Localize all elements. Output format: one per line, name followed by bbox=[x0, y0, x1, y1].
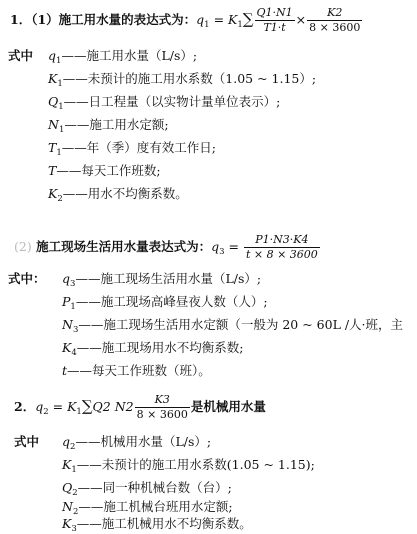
section-1-def bbox=[48, 46, 197, 66]
def-text: ——未预计的施工用水系数（1.05 ~ 1.15）; bbox=[62, 71, 317, 86]
def-symbol: q bbox=[62, 434, 71, 449]
def-text: ——施工用水量（L/s）; bbox=[61, 48, 198, 63]
section-1-def bbox=[48, 161, 161, 181]
section-2-def bbox=[62, 292, 268, 312]
section-1-def bbox=[48, 92, 280, 112]
def-symbol: K bbox=[48, 71, 58, 86]
formula-2-fraction bbox=[244, 233, 320, 262]
def-symbol: T bbox=[48, 163, 57, 178]
formula-3-frac-den: 8 × 3600 bbox=[136, 408, 188, 421]
def-symbol-sub: 2 bbox=[72, 488, 78, 498]
formula-1-sigma: ∑ bbox=[242, 10, 254, 28]
formula-3-fraction bbox=[135, 393, 190, 422]
def-symbol-sub: 3 bbox=[71, 524, 77, 534]
def-symbol: N bbox=[48, 117, 59, 132]
def-symbol-sub: 1 bbox=[71, 465, 77, 475]
section-1-def bbox=[48, 115, 169, 135]
def-symbol-sub: 2 bbox=[72, 507, 79, 517]
formula-3-k1: K bbox=[67, 399, 77, 414]
formula-1-fraction-1 bbox=[255, 6, 295, 35]
section-1-shizhong: 式中 bbox=[8, 48, 34, 63]
formula-1-lhs: q bbox=[196, 12, 205, 27]
def-text: ——施工现场用水不均衡系数; bbox=[76, 340, 244, 355]
formula-3-k1-sub: 1 bbox=[76, 407, 82, 417]
def-text: ——年（季）度有效工作日; bbox=[61, 140, 216, 155]
formula-3-line bbox=[14, 393, 266, 422]
section-2-shizhong: 式中： bbox=[8, 271, 46, 286]
formula-2-eq: = bbox=[224, 239, 243, 254]
def-symbol: K bbox=[62, 516, 72, 531]
formula-2-line bbox=[14, 233, 321, 262]
formula-3-sigma: ∑ bbox=[81, 397, 93, 415]
formula-1-times: × bbox=[295, 12, 307, 27]
formula-3-frac-num: K3 bbox=[135, 393, 190, 408]
section-2-def bbox=[62, 361, 211, 381]
def-text: ——施工机械台班用水定额; bbox=[78, 499, 233, 514]
def-text: ——未预计的施工用水系数(1.05 ~ 1.15); bbox=[76, 457, 315, 472]
def-symbol-sub: 2 bbox=[70, 442, 76, 452]
def-text: ——施工现场高峰昼夜人数（人）; bbox=[75, 294, 268, 309]
formula-3-lhs: q bbox=[35, 399, 44, 414]
def-symbol-sub: 3 bbox=[72, 325, 79, 335]
def-symbol-sub: 1 bbox=[56, 148, 62, 158]
formula-1-frac1-num: Q1·N1 bbox=[256, 6, 293, 19]
def-symbol-sub: 3 bbox=[70, 279, 76, 289]
section-3-def bbox=[62, 455, 315, 475]
section-2-def bbox=[62, 269, 261, 289]
def-text: ——每天工作班数（班）。 bbox=[67, 363, 211, 378]
section-3-shizhong: 式中 bbox=[14, 434, 40, 449]
def-symbol: q bbox=[62, 271, 71, 286]
formula-2-frac-num: P1·N3·K4 bbox=[244, 233, 320, 248]
section-3-def bbox=[62, 478, 232, 498]
section-3-def bbox=[62, 514, 252, 534]
def-text: ——机械用水量（L/s）; bbox=[75, 434, 212, 449]
def-symbol: P bbox=[62, 294, 71, 309]
def-symbol-sub: 1 bbox=[70, 302, 76, 312]
def-text: ——施工现场生活用水量（L/s）; bbox=[75, 271, 262, 286]
formula-3-q2n2: Q2 N2 bbox=[92, 399, 134, 414]
formula-3-eq: = bbox=[48, 399, 68, 414]
def-symbol: Q bbox=[48, 94, 59, 109]
def-symbol-sub: 1 bbox=[58, 125, 65, 135]
section-1-def bbox=[48, 138, 216, 158]
formula-1-fraction-2 bbox=[307, 6, 362, 35]
formula-3-prefix: 2． bbox=[14, 399, 36, 414]
def-symbol-sub: 1 bbox=[58, 102, 64, 112]
def-symbol-sub: 2 bbox=[57, 194, 63, 204]
formula-2-prefix: 施工现场生活用水量表达式为： bbox=[31, 239, 212, 254]
formula-2-number: (2) bbox=[14, 239, 32, 254]
section-1-def bbox=[48, 69, 316, 89]
def-text: ——施工机械用水不均衡系数。 bbox=[76, 516, 252, 531]
def-symbol: K bbox=[62, 457, 72, 472]
formula-1-frac2-num: K2 bbox=[307, 6, 362, 21]
def-symbol: K bbox=[62, 340, 72, 355]
section-2-def bbox=[62, 315, 412, 335]
def-symbol: T bbox=[48, 140, 57, 155]
section-3-def bbox=[62, 432, 211, 452]
formula-1-prefix: 1．（1）施工用水量的表达式为： bbox=[10, 12, 197, 27]
def-text: ——用水不均衡系数。 bbox=[62, 186, 188, 201]
formula-2-lhs: q bbox=[211, 239, 220, 254]
def-symbol: Q bbox=[62, 480, 73, 495]
def-text: ——每天工作班数; bbox=[56, 163, 161, 178]
def-text: ——施工用水定额; bbox=[64, 117, 169, 132]
formula-3-suffix: 是机械用水量 bbox=[190, 399, 266, 414]
def-symbol-sub: 4 bbox=[71, 348, 77, 358]
def-symbol: q bbox=[48, 48, 57, 63]
formula-2-lhs-sub: 3 bbox=[219, 247, 225, 257]
formula-1-frac1-den: T1·t bbox=[263, 21, 286, 34]
def-symbol-sub: 1 bbox=[56, 56, 62, 66]
def-text: ——同一种机械台数（台）; bbox=[77, 480, 232, 495]
formula-3-lhs-sub: 2 bbox=[43, 407, 49, 417]
formula-1-line bbox=[10, 6, 363, 35]
def-text: ——日工程量（以实物计量单位表示）; bbox=[63, 94, 281, 109]
formula-1-k1: K bbox=[228, 12, 238, 27]
def-symbol: t bbox=[62, 363, 68, 378]
formula-1-lhs-sub: 1 bbox=[204, 20, 210, 30]
def-text: ——施工现场生活用水定额（一般为 20 ~ 60L /人·班，主 bbox=[78, 317, 404, 332]
formula-1-eq: = bbox=[209, 12, 229, 27]
def-symbol-sub: 1 bbox=[57, 79, 63, 89]
def-symbol: N bbox=[62, 317, 73, 332]
formula-2-frac-den: t × 8 × 3600 bbox=[245, 248, 318, 261]
section-1-def bbox=[48, 184, 188, 204]
def-symbol: K bbox=[48, 186, 58, 201]
formula-1-k1-sub: 1 bbox=[237, 20, 243, 30]
def-symbol: N bbox=[62, 499, 73, 514]
formula-1-frac2-den: 8 × 3600 bbox=[309, 21, 361, 34]
section-2-def bbox=[62, 338, 243, 358]
